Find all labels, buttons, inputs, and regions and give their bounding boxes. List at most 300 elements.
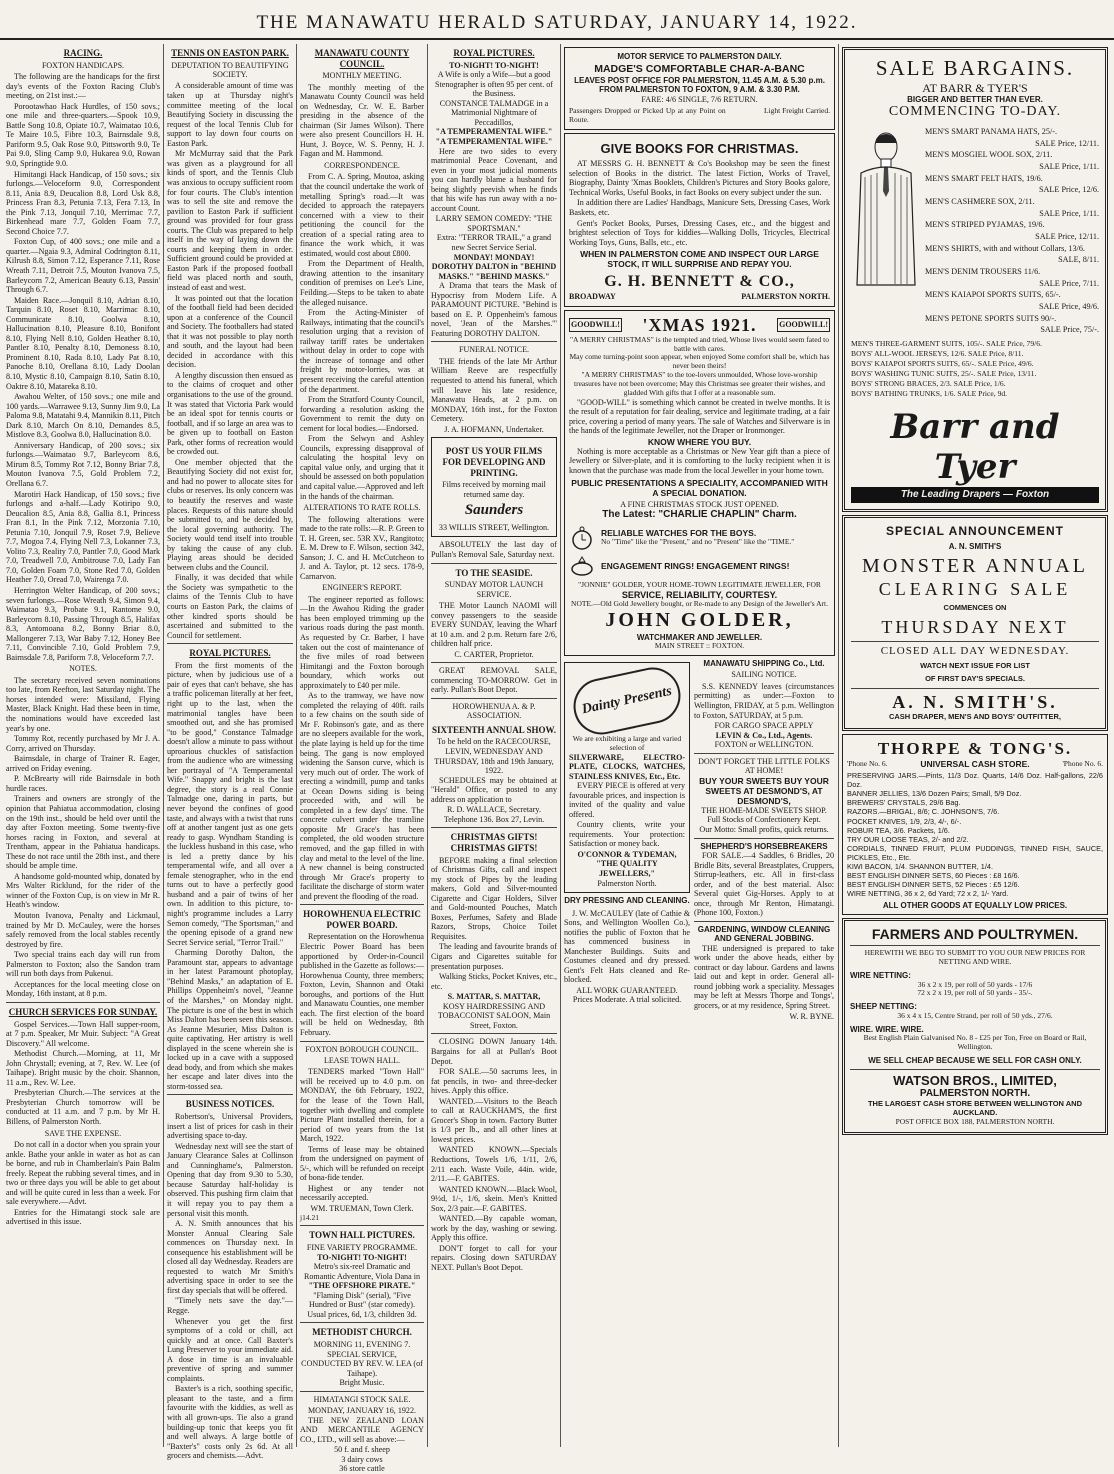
article-paragraph: Country clients, write your requirements. Your protection: Satisfaction or money back. [569, 820, 685, 849]
ad-line: 33 WILLIS STREET, Wellington. [438, 522, 550, 532]
column-notices [431, 44, 557, 1447]
article-paragraph: A Drama that tears the Mask of Hypocrisy from Modern Life. A PARAMOUNT PICTURE. "Behind is based on E. P. Oppenheim's famous novel, 'Jean of the Marshes.'" Featuring DOROTHY DALTON. [431, 281, 557, 338]
sale-item [925, 314, 1099, 324]
article-paragraph: EVERY PIECE is offered at very favourable prices, and inspection is invited of the quality and value offered. [569, 781, 685, 819]
ad-line: Our Motto: Small profits, quick returns. [699, 824, 829, 834]
ad-line: Films received by morning mail returned same day. [442, 480, 546, 499]
ad-line: COMMENCING TO-DAY. [888, 104, 1062, 120]
ad-line: O'CONNOR & TYDEMAN, "THE QUALITY JEWELLERS," [577, 849, 677, 878]
ad-line: BUY YOUR SWEETS BUY YOUR SWEETS AT DESMOND'S, AT DESMOND'S, [699, 775, 829, 806]
ad-line: A FINE CHRISTMAS STOCK JUST OPENED. [620, 499, 779, 509]
article-paragraph: As to the tramway, we have now completed the relaying of 40ft. rails to a few chains on the south side of Mr F. Robinson's gate, and as there are no sleepers available for the work, the plate laying is held up for the time being. The gang is now employed widening the Sanson curve, which is very much out of order. The work of erecting a windmill, pump and tanks at Ocean Downs siding is being proceeded with, and will be completed in a few days' time. The concrete culvert under the tramline opposite Mr Grace's has been completed, the old wooden structure removed, and the gap filled in with clay and metal to the level of the line. A new channel is being constructed through Mr Grace's property to facilitate the discharge of storm water and prevent the flooding of the road. [300, 691, 424, 901]
article-paragraph: From the Acting-Minister of Railways, intimating that the council's resolution urging that a revision of railway tariff rates be undertaken without delay in order to cope with the increase of tonnage and other freight by motor-lorries, was at present receiving the careful attention of the department. [300, 308, 424, 394]
ad-line: 36 store cattle [339, 1464, 385, 1474]
ad-line: HEREWITH WE BEG TO SUBMIT TO YOU OUR NEW PRICES FOR NETTING AND WIRE. [864, 948, 1086, 967]
article-paragraph: THE undersigned is prepared to take work under the above heads, either by contract or day labour. Gardens and lawns laid out and kept in order. General all-round jobbing work a speciality. Messages may be left at Messrs Thorpe and Tongs', grocers, or at my residence, Spring Street. [694, 943, 834, 1010]
ad-line: Bright Music. [339, 1378, 385, 1388]
ad-line: MAIN STREET :: FOXTON. [654, 641, 745, 651]
article-paragraph: WANTED KNOWN.—Specials Reductions, Towels 1/6, 1/11, 2/6, 2/11 each. Waste Voile, 44in. wide, 2/11.—F. GABITES. [431, 1145, 557, 1184]
subheading: DEPUTATION TO BEAUTIFYING SOCIETY. [171, 60, 289, 80]
farmers-heading: FARMERS AND POULTRYMEN. [871, 925, 1079, 942]
ad-line: BROADWAY [569, 292, 616, 302]
sale-item-price: SALE Price, 49/6. [1038, 301, 1099, 311]
article-paragraph: Mouton Ivanova, Penalty and Lickmaul, trained by Mr D. McCauley, were the horses safely removed from the local stables recently destroyed by fire. [6, 910, 160, 949]
sale-item [925, 197, 1099, 207]
ad-line: NOTE.—Old Gold Jewellery bought, or Re-made to any Design of the Jeweller's Art. [571, 599, 828, 609]
article-paragraph: The following are the handicaps for the first day's events of the Foxton Racing Club's meeting, on 21st inst.:— [6, 72, 160, 101]
dry-cleaning-heading: DRY PRESSING AND CLEANING. [564, 896, 690, 906]
barr-tyer-ad [842, 47, 1108, 512]
grocery-item: BREWERS' CRYSTALS, 29/6 Bag. [847, 798, 961, 808]
article-paragraph: The engineer reported as follows:—In the Awahou Riding the grader has been employed trimming up the various roads during the past month. As requested by Cr. Barber, I have taken out the cost of maintenance of the five miles of road between Himitangi and the Foxton borough boundary, which works out approximately to £40 per mile. [300, 594, 424, 690]
ad-line: Best English Plain Galvanised No. 8 - £25 per Ton, Free on Board or Rail, Wellington. [863, 1033, 1087, 1051]
ad-line: 72 x 2 x 19, per roll of 50 yards - 35/-. [917, 988, 1033, 998]
ad-line: Passengers Dropped or Picked Up at any Point on Route. [569, 106, 726, 125]
article-paragraph: THE NEW ZEALAND LOAN AND MERCANTILE AGENCY CO., LTD., will sell as above:— [300, 1415, 424, 1444]
signature: C. CARTER, Proprietor. [454, 649, 534, 659]
ad-line: WHEN IN PALMERSTON COME AND INSPECT OUR LARGE STOCK, IT WILL SURPRISE AND REPAY YOU. [580, 249, 819, 270]
divider [694, 838, 834, 839]
ad-line: KOSY HAIRDRESSING AND TOBACCONIST SALOON, Main Street, Foxton. [437, 1001, 551, 1030]
town-hall-heading: TOWN HALL PICTURES. [309, 1230, 415, 1241]
methodist-heading: METHODIST CHURCH. [312, 1327, 412, 1338]
sale-item-price: SALE Price, 7/11. [1039, 278, 1099, 288]
ad-line: 'Phone No. 6. [1062, 758, 1103, 768]
subheading: CORRESPONDENCE. [324, 161, 400, 171]
ad-line: PUBLIC PRESENTATIONS A SPECIALITY, ACCOMPANIED WITH A SPECIAL DONATION. [571, 477, 828, 498]
christmas-gifts-heading: CHRISTMAS GIFTS! CHRISTMAS GIFTS! [450, 832, 538, 853]
ad-line: WIRE. WIRE. WIRE. [850, 1024, 924, 1034]
article-paragraph: Representation on the Horowhenua Electric Power Board has been apportioned by Order-in-Council published in the Gazette as follows:—Horowhenua County, three members; Foxton, Levin, Shannon and Otaki boroughs, and portions of the Hutt and Manawatu Counties, one member each. The first election of the board will be held on Wednesday, 8th February. [300, 932, 424, 1037]
funeral-heading: FUNERAL NOTICE. [459, 345, 529, 355]
show-heading: SIXTEENTH ANNUAL SHOW. [432, 724, 556, 735]
ad-line: Telephone 136. Box 27, Levin. [443, 814, 545, 824]
subheading: LEASE TOWN HALL. [324, 1055, 400, 1065]
ad-line: SHEEP NETTING: [850, 1002, 917, 1012]
ad-line: MONDAY, JANUARY 16, 1922. [307, 1406, 417, 1416]
watson-name: WATSON BROS., LIMITED, [893, 1073, 1057, 1089]
column-divider [560, 44, 561, 1447]
racing-heading: RACING. [63, 48, 103, 58]
ad-line: DON'T FORGET THE LITTLE FOLKS AT HOME! [698, 756, 830, 776]
divider [167, 1094, 293, 1095]
borough-council-heading: FOXTON BOROUGH COUNCIL. [305, 1044, 419, 1054]
article-paragraph: Gospel Services.—Town Hall supper-room, at 7 p.m. Speaker, Mr Muir. Subject: "A Great Discovery." All welcome. [6, 1019, 160, 1048]
ad-line: May come turning-point soon appear, when enjoyed Some comfort shall be, which has never been theirs! [569, 352, 830, 371]
article-paragraph: Tommy Rot, recently purchased by Mr J. A. Corry, arrived on Thursday. [6, 734, 160, 753]
article-paragraph: P. McBrearty will ride Bairnsdale in both hurdle races. [6, 774, 160, 793]
article-paragraph: GREAT REMOVAL SALE, commencing TO-MORROW. Get in early. Pullan's Boot Depot. [431, 666, 557, 695]
article-paragraph: BEFORE making a final selection of Christmas Gifts, call and inspect my stock of Pipes by the leading makers, Gold and Silver-mounted Cigarette and Cigar Holders, Silver and Gold-mounted Pouches, Match Boxes, Perfumes, Safety and Blade Razors, Strops, Choice Toilet Requisites. [431, 855, 557, 941]
signature: WM. TRUEMAN, Town Clerk. [310, 1204, 414, 1214]
article-paragraph: ABSOLUTELY the last day of Pullan's Removal Sale, Saturday next. [431, 540, 557, 559]
ad-line: ALL OTHER GOODS AT EQUALLY LOW PRICES. [882, 900, 1068, 910]
bennett-books-ad [564, 133, 835, 307]
sale-item-price: SALE Price, 12/6. [1038, 185, 1099, 195]
subheading: SAILING NOTICE. [731, 670, 797, 680]
sale-item-price: SALE Price, 12/11. [1035, 231, 1099, 241]
motor-heading: MOTOR SERVICE TO PALMERSTON DAILY. [617, 52, 782, 61]
ad-line: Palmerston North. [597, 878, 657, 888]
ad-line: THE LARGEST CASH STORE BETWEEN WELLINGTON AND AUCKLAND. [867, 1099, 1083, 1118]
divider [431, 662, 557, 663]
business-notices-heading: BUSINESS NOTICES. [185, 1099, 275, 1110]
column-ads-middle [564, 44, 835, 1447]
ad-line: GOODWILL! [569, 318, 622, 331]
ad-line: 50 f. and f. sheep [334, 1445, 390, 1455]
ad-line: CASH DRAPER, MEN'S AND BOYS' OUTFITTER, [888, 712, 1062, 722]
divider [851, 641, 1099, 642]
saunders-logo: Saunders [464, 502, 524, 519]
article-paragraph: From the Stratford County Council, forwarding a resolution asking the Government to remit the duty on cement for local bodies.—Endorsed. [300, 395, 424, 433]
article-paragraph: Nothing is more acceptable as a Christmas or New Year gift than a piece of Jewellery or Silver-plate, and it is comforting to the lucky recipient when it is known that the purchase was made from the local Jeweller in your home town. [569, 446, 830, 475]
signature: W. R. BYNE. [789, 1011, 834, 1021]
subheading: MONTHLY MEETING. [322, 71, 402, 81]
oconnor-ad [564, 662, 690, 893]
sale-item-name: MEN'S PETONE SPORTS SUITS 90/-. [925, 313, 1057, 323]
column-divider [427, 44, 428, 1447]
sale-item [925, 290, 1099, 300]
divider [850, 945, 1100, 946]
divider [431, 563, 557, 564]
sale-item: BOYS' KAIAPOI SPORTS SUITS, 65/-. SALE Price, 49/6. [851, 358, 1034, 368]
ad-line: The Latest: "CHARLIE CHAPLIN" Charm. [602, 509, 797, 521]
article-paragraph: FOR SALE.—4 Saddles, 6 Bridles, 20 Bridle Bits, several Breastplates, Cruppers, Stirrup-leathers, etc. All in first-class order, and of the best material. Also: Several quiet Gig-Horses. Apply to at once, through Mr Renton, Himatangi. (Phone 100, Foxton.) [694, 850, 834, 918]
column-5b [694, 659, 834, 1021]
article-paragraph: Methodist Church.—Morning, at 11, Mr John Chrystall; evening, at 7, Rev. W. Lee (of Taihape). Bright music by the choir. Shannon, 11 a.m., Rev. W. Lee. [6, 1049, 160, 1087]
ad-line: WATCH NEXT ISSUE FOR LIST [920, 661, 1030, 671]
tennis-heading: TENNIS ON EASTON PARK. [171, 48, 289, 58]
column-ads-right [842, 44, 1108, 1447]
ad-line: SHEPHERD'S HORSEBREAKERS [700, 841, 828, 851]
article-paragraph: The secretary received seven nominations too late, from Reefton, last Saturday night. The horses intended were: Missiland, Flying Master, Black Knight. Had these been in time, the nominations would have exceeded last year's by one. [6, 675, 160, 733]
subheading: ALTERATIONS TO RATE ROLLS. [303, 503, 421, 513]
article-paragraph: Wednesday next will see the start of January Clearance Sales at Collinson and Cunninghame's, Palmerston. Opening that day from 9.30 to 5.30, because Saturday half-holiday is observed. This pushing firm claim that it will repay you to pay them a personal visit this month. [167, 1141, 293, 1218]
ad-line: DOROTHY DALTON in "BEHIND MASKS." "BEHIND MASKS." [431, 262, 557, 281]
grocery-item: POCKET KNIVES, 1/9, 2/3, 4/-, 6/-. [847, 816, 962, 826]
sale-item-price: SALE Price, 12/11. [1035, 138, 1099, 148]
monster-annual-heading: MONSTER ANNUAL [862, 555, 1088, 578]
films-heading: POST US YOUR FILMS FOR DEVELOPING AND PRINTING. [442, 446, 546, 478]
article-paragraph: Robertson's, Universal Providers, insert a list of prices for cash in their advertising space to-day. [167, 1112, 293, 1141]
ad-line: ALL WORK GUARANTEED. [576, 985, 678, 995]
article-paragraph: "GOOD-WILL" is something which cannot be created in twelve months. It is the result of a reputation for fair dealing, service and legitimate trading, at a fair price, covering a period of many years. The sale of Watches and Silverware is in the hands of the legitimate Jeweller, not the Draper or Ironmonger. [569, 397, 830, 436]
ad-line: COMMENCES ON [943, 603, 1007, 613]
ad-line: BIGGER AND BETTER THAN EVER. [907, 94, 1043, 104]
ad-line: WE SELL CHEAP BECAUSE WE SELL FOR CASH ONLY. [868, 1055, 1082, 1065]
barr-tyer-tagline: The Leading Drapers — Foxton [851, 487, 1099, 503]
ad-line: "Flaming Disk" (serial), "Five Hundred or Bust" (star comedy). [308, 1290, 416, 1310]
ad-line: FARE: 4/6 SINGLE, 7/6 RETURN. [641, 94, 758, 104]
article-paragraph: THE Motor Launch NAOMI will convey passengers to the seaside EVERY SUNDAY, leaving the Wharf at 10 a.m. and 2 p.m. Return fare 2/6, children half price. [431, 601, 557, 649]
ad-line: THE HOME-MADE SWEETS SHOP. [701, 805, 827, 815]
ad-line: GOODWILL! [777, 318, 830, 331]
article-paragraph: WANTED.—Visitors to the Beach to call at RAUCKHAM'S, the first Grocer's Shop in town. Factory Butter is 1/3 per lb., and all other lines at lowest prices. [431, 1096, 557, 1144]
divider [431, 341, 557, 342]
ad-line: "A MERRY CHRISTMAS" to the toe-lovers unmoulded, Whose love-worship treasures have not been overcome; May this Christmas see greater their wishes, and gladded With gifts that I offer at a reasonable sum. [574, 370, 825, 397]
smith-clearing-ad [842, 515, 1108, 731]
subheading: SUNDAY MOTOR LAUNCH SERVICE. [444, 580, 544, 599]
article-paragraph: S.S. KENNEDY leaves (circumstances permitting) as under:—Foxton to Wellington, FRIDAY, at 5 p.m. Wellington to Foxton, SATURDAY, at 5 p.m. [694, 681, 834, 720]
divider [694, 921, 834, 922]
sale-item: BOYS' ALL-WOOL JERSEYS, 12/6. SALE Price, 8/11. [851, 348, 1024, 358]
article-paragraph: "Timely nets save the day."—Regge. [167, 1296, 293, 1315]
masthead [0, 8, 1114, 40]
article-paragraph: Charming Dorothy Dalton, the Paramount star, appears to advantage in her latest Paramount photoplay, "Behind Masks," an adaptation of E. Phillips Oppenheim's novel, "Jeanne of the Marshes," on Monday night. The picture is one of the best in which Miss Dalton has been seen this season. As Jeanne Mesurier, Miss Dalton is quite captivating. Her artistry is well displayed in the scene wherein she is locked up in a cave with a supposed dead body, and from which she makes her escape and later dives into the storm-tossed sea. [167, 948, 293, 1091]
article-paragraph: A handsome gold-mounted whip, donated by Mrs Walter Ricklund, for the rider of the winner of the Foxton Cup, is on view in Mr R. Heath's window. [6, 871, 160, 910]
grocery-item: KIWI BACON, 1/4. SHANNON BUTTER, 1/4. [847, 862, 993, 872]
subheading: HOROWHENUA A. & P. ASSOCIATION. [452, 701, 536, 721]
ad-line: LEVIN & Co., Ltd., Agents. [715, 730, 813, 740]
golder-jeweller-ad [564, 310, 835, 657]
article-paragraph: Trainers and owners are strongly of the opinion that Pahiatua accommodation, closing on the 19th inst., should be held over until the day after Foxton meeting. Some twenty-five horses racing in Foxton, and several at Trentham, appear in the Pahiatua handicaps. These do not race until the 28th inst., and there should be ample time. [6, 794, 160, 871]
article-paragraph: Finally, it was decided that while the Society was sympathetic to the claims of the Tennis Club to have courts on Easton Park, the claims of other kindred sports should be ascertained and submitted to the Council for settlement. [167, 573, 293, 640]
clearing-sale-heading: CLEARING SALE [878, 578, 1072, 599]
page-title: THE MANAWATU HERALD SATURDAY, JANUARY 14, 1922. [256, 12, 858, 33]
ad-line: "JONNIE" GOLDER, YOUR HOME-TOWN LEGITIMATE JEWELLER, FOR [578, 579, 821, 589]
article-paragraph: Porootawhao Hack Hurdles, of 150 sovs.; one mile and three-quarters.—Spook 10.9, Battle Song 10.8, Opiate 10.7, Waimatao 10.6, Te Maire 10.5, Fibre 10.3, Bairnsdale 9.8, Pariform 9.5, Oak Rose 9.0, Pittsworth 9.0, Te Pai 9.0, Sling Camp 9.0, Hukarea 9.0, Rowan 9.0, Springtide 9.0. [6, 101, 160, 168]
ad-line: PALMERSTON NORTH. [741, 292, 830, 302]
sale-item [925, 244, 1099, 254]
shipping-heading: MANAWATU SHIPPING Co., Ltd. [703, 659, 825, 669]
article-paragraph: From the Selwyn and Ashley Councils, expressing disapproval of calculating the hospital levy on capital value only, and urging that it should be assessed on both population and capital value.—Approved and left in the hands of the chairman. [300, 434, 424, 501]
sale-item-name: MEN'S SHIRTS, with and without Collars, 13/6. [925, 243, 1085, 253]
article-paragraph: TENDERS marked "Town Hall" will be received up to 4.0 p.m. on MONDAY, the 6th February, 1922, for the lease of the Town Hall, together with dwelling and complete Picture Plant installed therein, for a period of two years from the 1st March, 1922. [300, 1067, 424, 1144]
ad-line: Prices Moderate. A trial solicited. [572, 995, 682, 1005]
ad-line: LARRY SEMON COMEDY: "THE SPORTSMAN." [435, 214, 553, 233]
article-paragraph: FOR SALE.—50 sacrums lees, in fat pencils, in two- and three-decker hives. Apply this office. [431, 1067, 557, 1096]
ad-line: FOR CARGO SPACE APPLY [714, 721, 814, 731]
ad-line: FROM PALMERSTON TO FOXTON, 9 A.M. & 3.30 P.M. [599, 85, 800, 95]
article-paragraph: The leading and favourite brands of Cigars and Cigarettes suitable for presentation purposes. [431, 942, 557, 971]
article-paragraph: Do not call in a doctor when you sprain your ankle. Bathe your ankle in water as hot as can be borne, and rub in Chamberlain's Pain Balm freely. Repeat the rubbing several times, and in two or three days you will be able to get about and will be quite cured in less than a week. For sale everywhere.—Advt. [6, 1139, 160, 1207]
ad-line: 'Phone No. 6. [847, 758, 888, 768]
sale-item-name: MEN'S MOSGIEL WOOL SOX, 2/11. [925, 150, 1053, 160]
ad-line: A Wife is only a Wife—but a good Stenographer is often 95 per cent. of the Business. [435, 70, 553, 99]
ad-line: Extra: "TERROR TRAIL," a grand new Secret Service Serial. [436, 233, 552, 252]
article-paragraph: A lengthy discussion then ensued as to the claims of croquet and other organisations to the use of the ground. It was stated that Victoria Park would be an ideal spot for tennis courts or football, and if so large an area was to be given up to football on Easton Park, other forms of recreation would be crowded out. [167, 370, 293, 457]
ad-line: No "Time" like the "Present," and no "Present" like the "TIME." [601, 537, 795, 547]
column-council [300, 44, 424, 1474]
article-paragraph: It was pointed out that the location of the football field had been decided upon at a conference of the Council and Society. The footballers had stated that it was not possible to play north and south, and the layout had been decided in accordance with this decision. [167, 293, 293, 370]
article-paragraph: Bairnsdale, in charge of Trainer R. Eager, arrived on Friday evening. [6, 754, 160, 773]
ad-line: WATCHMAKER AND JEWELLER. [636, 632, 763, 642]
thorpe-tongs-ad [842, 734, 1108, 915]
grocery-item: BEST ENGLISH DINNER SETS, 52 Pieces : £5 12/6. [847, 880, 1020, 890]
sale-item [925, 174, 1099, 184]
ad-line: CLOSED ALL DAY WEDNESDAY. [880, 645, 1070, 658]
ad-line: ENGAGEMENT RINGS! ENGAGEMENT RINGS! [601, 560, 790, 571]
madge-motor-ad [564, 47, 835, 130]
stock-sale-heading: HIMATANGI STOCK SALE. [313, 1394, 411, 1404]
special-announcement: SPECIAL ANNOUNCEMENT [885, 523, 1064, 538]
article-paragraph: In addition there are Ladies' Handbags, Manicure Sets, Dressing Cases, Work Baskets, etc. [569, 198, 830, 217]
article-paragraph: Marotiri Hack Handicap, of 150 sovs.; five furlongs and a-half.—Lady Kotiripo 9.0, Deucalion 8.5, Ania 8.8, Gallia 8.1, Princess Fran 8.1, In the Pink 7.12, Morzonia 7.10, Petunia 7.10, Jonquil 7.9, Roset 7.9, Believe 7.7, Mogoa 7.4, Flying Nell 7.3, Lokanner 7.3, Volito 7.3, Reality 7.0, Pantler 7.0, Good Mark 7.0, Treadwell 7.0, Ambitrouse 7.0, Lady Fan 7.0, Golden Foam 7.0, Stone Red 7.0, Golden Heather 7.0, Oread 7.0, Wairenga 7.0. [6, 489, 160, 585]
grocery-item: CORDIALS, TINNED FRUIT, PLUM PUDDINGS, TINNED FISH, SAUCE, PICKLES, Etc., Etc. [847, 843, 1103, 862]
subheading: NOTES. [69, 664, 97, 674]
ad-line: FINE VARIETY PROGRAMME. [306, 1243, 418, 1253]
column-5a [564, 659, 690, 1021]
column-divider [838, 44, 839, 1447]
ad-line: Metro's six-reel Dramatic and Romantic Adventure, Viola Dana in [303, 1262, 421, 1281]
divider [850, 1069, 1100, 1070]
ad-line: SILVERWARE, ELECTRO-PLATE, CLOCKS, WATCHES, STAINLESS KNIVES, Etc., Etc. [569, 752, 685, 781]
sale-item [925, 267, 1099, 277]
ad-line: "THE OFFSHORE PIRATE." [308, 1281, 416, 1291]
sale-item-name: MEN'S SMART FELT HATS, 19/6. [925, 173, 1043, 183]
grocery-item: TRY OUR LOOSE TEAS, 2/- and 2/2. [847, 834, 969, 844]
divider [851, 688, 1099, 689]
ad-line: To be held on the RACECOURSE, LEVIN, WEDNESDAY AND THURSDAY, 18th and 19th January, 1922. [434, 737, 554, 776]
signature: S. MATTAR, S. MATTAR, [447, 992, 541, 1002]
grocery-item: ROBUR TEA, 3/6. Packets, 1/6. [847, 825, 950, 835]
pocket-watch-icon [569, 525, 595, 551]
royal-pictures-heading: ROYAL PICTURES. [189, 648, 271, 659]
sale-bargains-heading: SALE BARGAINS. [875, 56, 1075, 80]
sale-item-price: SALE, 8/11. [1058, 255, 1099, 265]
column-tennis [167, 44, 293, 1461]
ad-line: Light Freight Carried. [763, 106, 830, 116]
divider [167, 643, 293, 644]
ad-line: TO-NIGHT! TO-NIGHT! [449, 60, 539, 70]
ad-line: FOXTON or WELLINGTON. [714, 740, 814, 750]
grocery-item: WIRE NETTING, 36 x 2, 6d Yard; 72 x 2, 1/- Yard. [847, 889, 1009, 899]
article-paragraph: CLOSING DOWN January 14th. Bargains for all at Pullan's Boot Depot. [431, 1037, 557, 1066]
article-paragraph: DON'T forget to call for your repairs. Closing down SATURDAY NEXT. Pullan's Boot Depot. [431, 1243, 557, 1272]
article-paragraph: THE friends of the late Mr Arthur William Reeve are respectfully requested to attend his funeral, which will leave his late residence, Manawatu Heads, at 2 p.m. on MONDAY, 16th inst., for the Foxton Cemetery. [431, 356, 557, 424]
article-paragraph: The monthly meeting of the Manawatu County Council was held on Wednesday, Cr. W. E. Barber presiding in the absence of the chairman (Sir James Wilson). There were also present Councillors H. H. Hunt, J. Boyce, W. S. Penny, H. J. Fagan and M. Hammond. [300, 82, 424, 159]
ad-line: RELIABLE WATCHES FOR THE BOYS. [601, 528, 757, 539]
ad-line: KNOW WHERE YOU BUY. [647, 436, 752, 447]
sale-item-name: MEN'S STRIPED PYJAMAS, 19/6. [925, 220, 1045, 230]
ad-line: Full Stocks of Confectionery Kept. [707, 815, 821, 825]
reference-code: j14.21 [300, 1212, 319, 1222]
ad-line: 36 x 2 x 19, per roll of 50 yards - 17/6 [917, 979, 1033, 989]
sale-item-name: MEN'S SMART PANAMA HATS, 25/-. [925, 126, 1058, 136]
divider [431, 1033, 557, 1034]
subheading: SAVE THE EXPENSE. [44, 1128, 122, 1138]
article-paragraph: Baxter's is a rich, soothing specific, pleasant to the taste, and a firm favourite with the kiddies, as well as with all grown-ups. Tie also a grand building-up tonic that keeps you fit and well always. A large bottle of "Baxter's" costs only 2s 6d. At all grocers and chemists.—Advt. [167, 1384, 293, 1461]
sale-item-price: SALE Price, 1/11. [1039, 161, 1099, 171]
subheading: FOXTON HANDICAPS. [41, 60, 125, 70]
ad-line: SPECIAL SERVICE, [327, 1349, 397, 1359]
column-divider [296, 44, 297, 1447]
ad-line: MONDAY! MONDAY! [453, 252, 535, 262]
gardening-heading: GARDENING, WINDOW CLEANING AND GENERAL JOBBING. [697, 924, 831, 944]
ad-line: "A TEMPERAMENTAL WIFE." "A TEMPERAMENTAL WIFE." [435, 127, 553, 146]
ad-line: SERVICE, RELIABILITY, COURTESY. [621, 589, 778, 600]
article-paragraph: From the first moments of the picture, when by judicious use of a pair of eyes that can't behave, she has a traffic policeman literally at her feet, right up to the last, when the matrimonial tangles have been smoothed out, and she has promised "to be good," Constance Talmadge doesn't allow a minute to pass without uproarious chuckles of satisfaction from the audience who are witnessing her portrayal of "A Temperamental Wife." Snappy and bright is the last degree, the story is a real Connie Talmadge one, daring in parts, but never beyond the confines of good taste, and always with a twist that runs off at another tangent just as one gets ready to gasp. Wyndham Standing is the luckless husband in this case, who is led a pretty dance by his temperamental wife, and all over a female stenographer, who in the end turns out to have a perfectly good husband and a pair of twins of her own. In addition to this picture, to-night's programme includes a Larry Semon comedy, "The Sportsman," and the opening episode of a grand new Secret Service serial, "Terror Trail." [167, 660, 293, 947]
council-heading: MANAWATU COUNTY COUNCIL. [314, 48, 410, 69]
signature: J. A. HOFMANN, Undertaker. [444, 424, 544, 434]
divider [300, 1041, 424, 1042]
article-paragraph: J. W. McCAULEY (late of Cathie & Sons, and Wellington Woollen Co.), notifies the public of Foxton that he has commenced business in Manchester Buildings. Suits and Costumes cleaned and dry pressed. Gent's Felt Hats cleaned and Re-blocked. [564, 908, 690, 985]
smith-name: A. N. SMITH'S. [892, 691, 1058, 712]
golder-name: JOHN GOLDER, [605, 609, 794, 632]
article-paragraph: One member objected that the Beautifying Society did not exist for, and had no power to allocate sites for clubs or reserves. Its only concern was to beautify the reserves and waste places. Requests of this nature should be submitted to, and be decided by, the local governing authority. The Society would tend itself into trouble by taking the cause of any club. Playing areas should be decided between clubs and the Council. [167, 457, 293, 572]
article-paragraph: The following alterations were made to the rate rolls:—R. P. Green to T. H. Green, sec. 53R XV., Rangitoto; E. M. Drew to F. Wilson, section 342, Sanson; J. C. and H. McCutcheon to J. and A. Taylor, pt. 12 secs. 178-9, Carnarvon. [300, 514, 424, 581]
royal-pictures-ad-heading: ROYAL PICTURES. [453, 48, 535, 58]
ad-line: AT BARR & TYER'S [922, 80, 1028, 95]
divider [300, 1225, 424, 1226]
seaside-heading: TO THE SEASIDE. [455, 567, 533, 578]
sale-item-price: SALE Price, 75/-. [1040, 325, 1099, 335]
ad-line: LEAVES POST OFFICE FOR PALMERSTON, 11.45 A.M. & 5.30 p.m. [574, 75, 825, 85]
thorpe-tongs-heading: THORPE & TONG'S. [877, 738, 1073, 758]
sale-item-name: MEN'S KAIAPOI SPORTS SUITS, 65/-. [925, 290, 1061, 300]
man-in-suit-icon [851, 125, 921, 285]
xmas-1921-heading: 'XMAS 1921. [642, 314, 757, 335]
ad-line: CONDUCTED BY REV. W. LEA (of Taihape). [301, 1359, 423, 1378]
article-paragraph: SCHEDULES may be obtained at "Herald" Office, or posted to any address on application to [431, 775, 557, 804]
ad-line: UNIVERSAL CASH STORE. [920, 758, 1030, 769]
sale-item [925, 150, 1099, 160]
divider [300, 1391, 424, 1392]
madge-title: MADGE'S COMFORTABLE CHAR-A-BANC [594, 63, 805, 76]
article-paragraph: Anniversary Handicap, of 200 sovs.; six furlongs.—Waimatao 9.7, Barleycorn 8.6, Mirum 8.5, Tommy Rot 7.12, Bonny Briar 7.8, Mouton Ivanova 7.5, Gold Problem 7.2, Orellana 6.7. [6, 440, 160, 489]
sale-item-name: MEN'S CASHMERE SOX, 2/11. [925, 196, 1035, 206]
article-paragraph: Walking Sticks, Pocket Knives, etc., etc. [431, 972, 557, 991]
article-paragraph: Presbyterian Church.—The services at the Presbyterian Church tomorrow will be conducted at 11 a.m. and 7 p.m. by Mr H. Billens, of Palmerston North. [6, 1088, 160, 1126]
article-paragraph: Mr McMurray said that the Park was given as a playground for all kinds of sport, and the Tennis Club was anxious to occupy sufficient room for four courts. The Club's intention was to sell the site and remove the pavilion to Easton Park if sufficient ground was provided for four grass courts. The Club was prepared to help itself in the way of laying down the courts and keeping them in order. Sufficient ground could be provided at Easton Park if the proposed football field was placed north and south, instead of east and west. [167, 149, 293, 292]
ad-line: PALMERSTON NORTH. [919, 1088, 1031, 1100]
article-paragraph: Highest or any tender not necessarily accepted. [300, 1183, 424, 1203]
divider [431, 827, 557, 828]
ad-line: "A MERRY CHRISTMAS" is the tempted and tried, Whose lives would seem fated to battle with cares. [569, 334, 830, 353]
grocery-item: RAZORS.—BRIGAL, 8/6; C. JOHNSON'S, 7/6. [847, 807, 1000, 817]
article-paragraph: Herrington Welter Handicap, of 200 sovs.; seven furlongs.—Rose Wreath 9.4, Simon 9.4, Waimatao 9.3, Probate 9.1, Rantome 9.0, Barleycorn 8.10, Passing Through 8.5, Halifax 8.3, Antomoana 8.2, Bonny Briar 8.0, Mallongerer 7.13, War Baby 7.12, Honey Bee 7.11, Convincible 7.10, Gold Problem 7.9, Bairnsdale 7.8, Pariform 7.8, Veloceform 7.7. [6, 586, 160, 662]
sale-item: BOYS' BATHING TRUNKS, 1/6. SALE Price, 9d. [851, 388, 1008, 398]
grocery-item: PRESERVING JARS.—Pints, 11/3 Doz. Quarts, 14/6 Doz. Half-gallons, 22/6 Doz. [847, 771, 1103, 790]
ad-line: TO-NIGHT! TO-NIGHT! [317, 1252, 407, 1262]
ad-line: 3 dairy cows [341, 1454, 383, 1464]
article-paragraph: Here are two sides to every matrimonial Peace Covenant, and even in your most judicial moments you can hardly blame a husband for being slightly peevish when he finds that his wife has run away with a no-account Count. [431, 146, 557, 213]
article-paragraph: Terms of lease may be obtained from the undersigned on payment of 5/-, which will be refunded on receipt of bona-fide tender. [300, 1144, 424, 1183]
sale-item-price: SALE Price, 1/11. [1039, 208, 1099, 218]
divider [694, 753, 834, 754]
article-paragraph: From C. A. Spring, Moutoa, asking that the council undertake the work of metalling Spring's road.—It was decided to approach the ratepayers concerned with a view to their petitioning the council for the creation of a special rating area to finance the work which, it was estimated, would cost about £800. [300, 172, 424, 258]
grocery-item: BANNER JELLIES, 13/6 Dozen Pairs; Small, 5/9 Doz. [847, 789, 1022, 799]
article-paragraph: Entries for the Himatangi stock sale are advertised in this issue. [6, 1207, 160, 1227]
bennett-name: G. H. BENNETT & CO., [604, 273, 795, 291]
films-ad [431, 437, 557, 537]
divider [431, 698, 557, 699]
watson-bros-ad [842, 918, 1108, 1135]
sale-item [925, 220, 1099, 230]
sale-item [925, 127, 1099, 137]
column-divider [163, 44, 164, 1447]
thursday-next-heading: THURSDAY NEXT [881, 616, 1069, 637]
article-paragraph: Acceptances for the local meeting close on Monday, 16th instant, at 8 p.m. [6, 979, 160, 999]
article-paragraph: Himitangi Hack Handicap, of 150 sovs.; six furlongs.—Veloceform 9.0, Correspondent 8.11, Ania 8.9, Deucalion 8.8, Lord Usk 8.8, Princess Fran 8.3, Petunia 7.13, Fera 7.13, In the Pink 7.13, Jonquil 7.10, Merrimac 7.7, Birkenhead mare 7.7, Golden Foam 7.7, Second Choice 7.7. [6, 169, 160, 236]
church-heading: CHURCH SERVICES FOR SUNDAY. [8, 1006, 158, 1017]
article-paragraph: A considerable amount of time was taken up at Thursday night's committee meeting of the local Beautifying Society in discussing the request of the local Tennis Club for support to lay down four courts on Easton Park. [167, 81, 293, 148]
article-paragraph: A. N. Smith announces that his Monster Annual Clearing Sale commences on Thursday next. In consequence his establishment will be closed all day Wednesday. Readers are requested to watch Mr Smith's advertising space in order to see the first day specials that will be offered. [167, 1219, 293, 1295]
sale-item-name: MEN'S DENIM TROUSERS 11/6. [925, 266, 1041, 276]
ad-line: POST OFFICE BOX 188, PALMERSTON NORTH. [895, 1116, 1055, 1126]
divider [300, 904, 424, 905]
column-racing [6, 44, 160, 1447]
article-paragraph: Two special trains each day will run from Palmerston to Foxton; also the Sandon tram will run both days from Pukenui. [6, 950, 160, 979]
dainty-presents-logo: Dainty Presents [580, 683, 674, 718]
ring-icon [569, 555, 595, 577]
subheading: ENGINEER'S REPORT. [322, 583, 402, 593]
horowhenua-heading: HOROWHENUA ELECTRIC POWER BOARD. [303, 909, 421, 930]
article-paragraph: Awahou Welter, of 150 sovs.; one mile and 100 yards.—Warrawee 9.13, Sunny Jim 9.0, La Paloma 9.8, Matatahi 9.4, Mannikin 8.11, Pitch Dark 8.10, March On 8.10, Demandes 8.5, Mistlove 8.3, Goolwa 8.0, Hallucination 8.0. [6, 392, 160, 440]
article-paragraph: AT MESSRS G. H. BENNETT & Co's Bookshop may be seen the finest selection of Books in the district. The latest Fiction, Works of Travel, Biography, Dainty 'Xmas Booklets, Children's Pictures and Story Books galore, Technical Works, Useful Books, in fact Books on every subject under the sun. [569, 159, 830, 197]
article-paragraph: WANTED.—By capable woman, work by the day, washing or sewing. Apply this office. [431, 1214, 557, 1243]
article-paragraph: WANTED KNOWN.—Black Wool, 9½d, 1/-, 1/6, skein. Men's Knitted Sox, 2/3 pair.—F. GABITES. [431, 1184, 557, 1213]
